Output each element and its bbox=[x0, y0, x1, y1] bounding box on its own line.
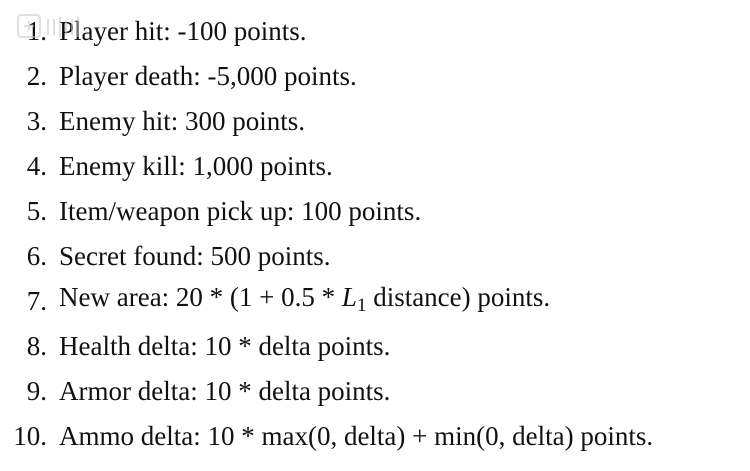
list-item-player-death bbox=[0, 54, 750, 99]
item-text-after: distance) points. bbox=[366, 282, 551, 312]
math-variable: L bbox=[341, 282, 357, 312]
document-body bbox=[0, 9, 750, 459]
reward-list bbox=[0, 9, 750, 459]
item-text-before: New area: 20 * (1 + 0.5 * bbox=[59, 282, 342, 312]
math-subscript: 1 bbox=[356, 295, 367, 316]
list-item-health-delta bbox=[0, 324, 750, 369]
item-text: Secret found: 500 points. bbox=[59, 241, 331, 271]
item-text: Armor delta: 10 * delta points. bbox=[59, 376, 391, 406]
item-text: Ammo delta: 10 * max(0, delta) + min(0, delta) points. bbox=[59, 421, 654, 451]
item-number: 8. bbox=[26, 331, 47, 361]
item-number: 1. bbox=[26, 16, 47, 46]
item-text: Item/weapon pick up: 100 points. bbox=[59, 196, 422, 226]
item-text: Player hit: -100 points. bbox=[59, 16, 307, 46]
list-item-enemy-hit bbox=[0, 99, 750, 144]
item-number: 3. bbox=[26, 106, 47, 136]
list-item-new-area bbox=[0, 279, 750, 324]
list-item-item-pickup bbox=[0, 189, 750, 234]
item-text: Player death: -5,000 points. bbox=[59, 61, 357, 91]
list-item-armor-delta bbox=[0, 369, 750, 414]
item-text: Health delta: 10 * delta points. bbox=[59, 331, 391, 361]
item-number: 2. bbox=[26, 61, 47, 91]
list-item-player-hit bbox=[0, 9, 750, 54]
item-text: Enemy kill: 1,000 points. bbox=[59, 151, 333, 181]
item-number: 9. bbox=[26, 376, 47, 406]
item-number: 7. bbox=[26, 286, 47, 316]
item-number: 6. bbox=[26, 241, 47, 271]
list-item-secret-found bbox=[0, 234, 750, 279]
item-number: 5. bbox=[26, 196, 47, 226]
list-item-enemy-kill bbox=[0, 144, 750, 189]
list-item-ammo-delta bbox=[0, 414, 750, 459]
item-text bbox=[59, 275, 550, 328]
item-number: 4. bbox=[26, 151, 47, 181]
item-number: 10. bbox=[13, 421, 47, 451]
item-text: Enemy hit: 300 points. bbox=[59, 106, 305, 136]
